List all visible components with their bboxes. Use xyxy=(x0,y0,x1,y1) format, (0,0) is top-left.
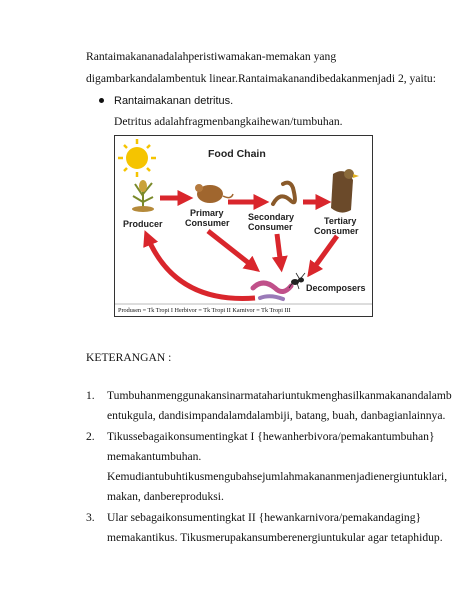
list-number-2: 2. xyxy=(86,430,95,443)
snake-icon xyxy=(273,183,295,204)
decomposers-label: Decomposers xyxy=(306,283,366,293)
list-item-1-line-2: entukgula, dandisimpandalamdalambiji, batang, buah, danbagianlainnya. xyxy=(107,409,446,422)
bullet-item: Rantaimakanan detritus. xyxy=(114,95,234,107)
primary-label-1: Primary xyxy=(190,208,224,218)
list-number-1: 1. xyxy=(86,389,95,402)
primary-label-2: Consumer xyxy=(185,218,230,228)
figure-caption: Produsen = Tk Tropi I Herbivor = Tk Tropi II Karnivor = Tk Tropi III xyxy=(118,307,291,314)
tertiary-label-2: Consumer xyxy=(314,226,359,236)
mouse-icon xyxy=(195,184,233,203)
list-number-3: 3. xyxy=(86,511,95,524)
intro-line-2: digambarkandalambentuk linear.Rantaimakanandibedakanmenjadi 2, yaitu: xyxy=(86,72,436,85)
secondary-label-1: Secondary xyxy=(248,212,295,222)
decomposer-icon xyxy=(253,273,305,299)
list-item-3-line-2: memakantikus. Tikusmerupakansumberenergiuntukular agar tetaphidup. xyxy=(107,531,443,544)
intro-line-1: Rantaimakananadalahperistiwamakan-memakan yang xyxy=(86,50,337,63)
food-chain-figure xyxy=(114,135,373,317)
plant-icon xyxy=(132,180,154,212)
figure-title: Food Chain xyxy=(208,148,266,160)
list-item-2-line-4: makan, danbereproduksi. xyxy=(107,490,224,503)
list-item-2-line-1: Tikussebagaikonsumentingkat I {hewanherbivora/pemakantumbuhan} xyxy=(107,430,435,443)
bullet-description: Detritus adalahfragmenbangkaihewan/tumbuhan. xyxy=(114,115,343,128)
sun-icon xyxy=(118,139,156,177)
bullet-icon xyxy=(99,98,104,103)
list-item-3-line-1: Ular sebagaikonsumentingkat II {hewankarnivora/pemakandaging} xyxy=(107,511,422,524)
list-item-2-line-2: memakantumbuhan. xyxy=(107,450,202,463)
tertiary-label-1: Tertiary xyxy=(324,216,357,226)
list-item-1-line-1: Tumbuhanmenggunakansinarmatahariuntukmenghasilkanmakanandalamb xyxy=(107,389,452,402)
secondary-label-2: Consumer xyxy=(248,222,293,232)
keterangan-heading: KETERANGAN : xyxy=(86,351,172,364)
list-item-2-line-3: Kemudiantubuhtikusmengubahsejumlahmakananmenjadienergiuntuklari, xyxy=(107,470,448,483)
eagle-icon xyxy=(331,169,359,213)
producer-label: Producer xyxy=(123,219,163,229)
